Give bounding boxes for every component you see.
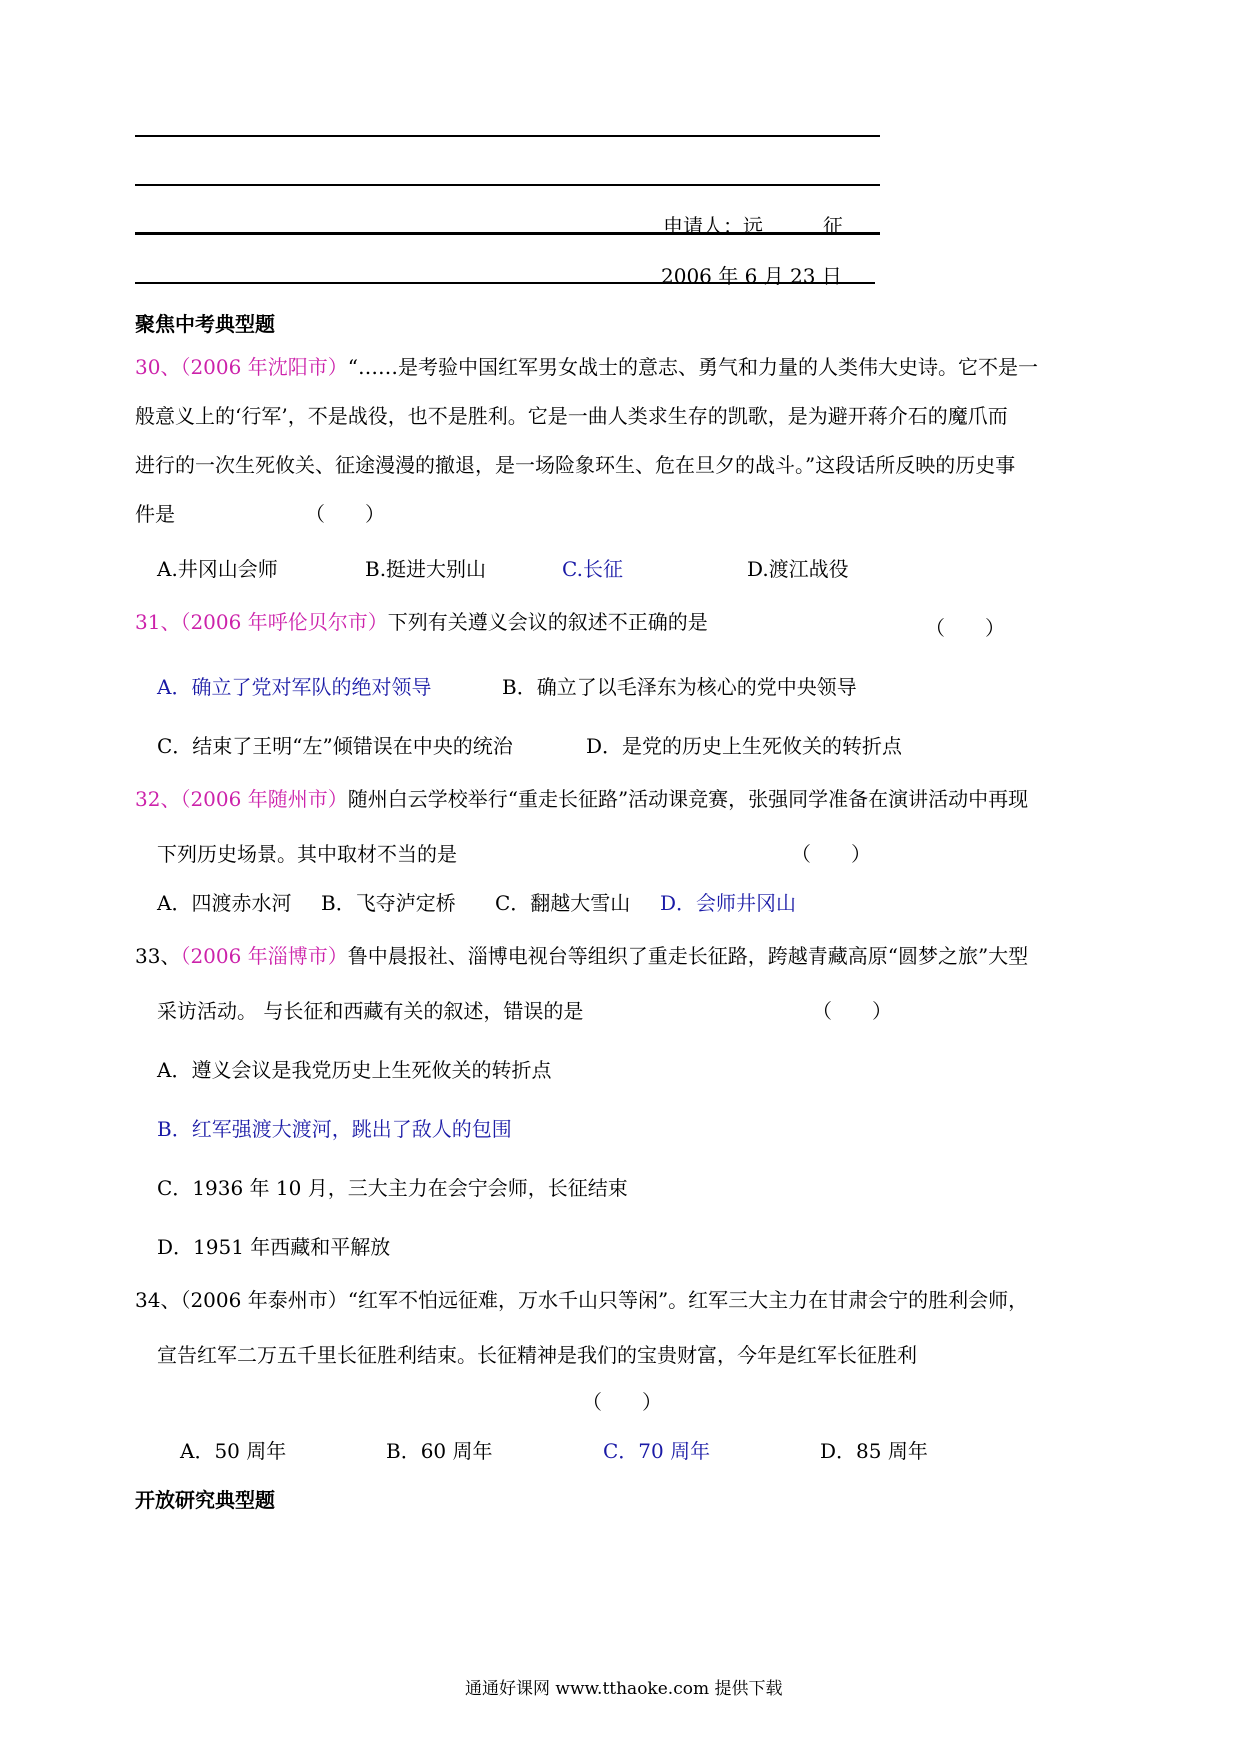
q33-paren: （ ） <box>812 999 892 1023</box>
q30-text-1: “……是考验中国红军男女战士的意志、勇气和力量的人类伟大史诗。它不是一 <box>347 355 1038 379</box>
header-rule-3 <box>135 232 880 235</box>
q33-number: 33、 <box>135 944 181 968</box>
q32-line-1 <box>135 789 1028 809</box>
q32-option-d: D．会师井冈山 <box>660 891 797 915</box>
q30-source: （2006 年沈阳市） <box>180 355 348 379</box>
q30-option-d: D.渡江战役 <box>747 557 849 581</box>
q34-line-1 <box>135 1290 1028 1310</box>
q31-option-b: B．确立了以毛泽东为核心的党中央领导 <box>502 675 857 699</box>
section-title-open-research: 开放研究典型题 <box>135 1488 275 1512</box>
q33-source: （2006 年淄博市） <box>180 944 348 968</box>
q33-option-b: B．红军强渡大渡河，跳出了敌人的包围 <box>157 1117 512 1141</box>
q30-line-2: 般意义上的‘行军’，不是战役，也不是胜利。它是一曲人类求生存的凯歌，是为避开蒋介石的魔爪而 <box>135 404 1008 428</box>
q32-line-2: 下列历史场景。其中取材不当的是 <box>157 842 457 866</box>
q31-paren: （ ） <box>925 616 1005 640</box>
q31-line-1 <box>135 612 708 632</box>
q34-number: 34、 <box>135 1288 181 1312</box>
q33-line-2: 采访活动。 与长征和西藏有关的叙述，错误的是 <box>157 999 584 1023</box>
date: 2006 年 6 月 23 日 <box>661 264 842 288</box>
applicant-name: 征 <box>823 214 843 238</box>
footer-credit: 通通好课网 www.tthaoke.com 提供下载 <box>465 1679 783 1699</box>
q32-paren: （ ） <box>791 842 871 866</box>
q34-text-1: “红军不怕远征难，万水千山只等闲”。红军三大主力在甘肃会宁的胜利会师， <box>347 1288 1029 1312</box>
q32-number: 32、 <box>135 787 181 811</box>
q31-source: （2006 年呼伦贝尔市） <box>180 610 388 634</box>
applicant-label: 申请人：远 <box>663 214 763 238</box>
q32-source: （2006 年随州市） <box>180 787 348 811</box>
q34-source: （2006 年泰州市） <box>180 1288 348 1312</box>
q31-option-c: C．结束了王明“左”倾错误在中央的统治 <box>157 734 513 758</box>
q32-text-1: 随州白云学校举行“重走长征路”活动课竞赛，张强同学准备在演讲活动中再现 <box>347 787 1029 811</box>
q33-text-1: 鲁中晨报社、淄博电视台等组织了重走长征路，跨越青藏高原“圆梦之旅”大型 <box>347 944 1029 968</box>
q30-number: 30、 <box>135 355 181 379</box>
q34-option-a: A．50 周年 <box>180 1439 287 1463</box>
q30-option-c: C.长征 <box>562 557 623 581</box>
q30-line-1 <box>135 357 1038 377</box>
q34-option-d: D．85 周年 <box>820 1439 928 1463</box>
header-rule-2 <box>135 184 880 186</box>
q33-option-a: A．遵义会议是我党历史上生死攸关的转折点 <box>157 1058 552 1082</box>
q31-text: 下列有关遵义会议的叙述不正确的是 <box>387 610 708 634</box>
q33-option-c: C．1936 年 10 月，三大主力在会宁会师，长征结束 <box>157 1176 628 1200</box>
q31-option-d: D．是党的历史上生死攸关的转折点 <box>586 734 903 758</box>
q30-line-3: 进行的一次生死攸关、征途漫漫的撤退，是一场险象环生、危在旦夕的战斗。”这段话所反映的历史事 <box>135 453 1016 477</box>
q34-option-b: B．60 周年 <box>386 1439 493 1463</box>
q31-number: 31、 <box>135 610 181 634</box>
q30-text-4: 件是 <box>135 502 175 526</box>
header-rule-1 <box>135 135 880 137</box>
q30-option-b: B.挺进大别山 <box>365 557 487 581</box>
q30-option-a: A.井冈山会师 <box>157 557 278 581</box>
q33-line-1 <box>135 946 1028 966</box>
q33-option-d: D．1951 年西藏和平解放 <box>157 1235 391 1259</box>
q31-option-a: A．确立了党对军队的绝对领导 <box>157 675 432 699</box>
q32-option-a: A．四渡赤水河 <box>157 891 292 915</box>
header-rule-4 <box>135 282 875 284</box>
section-title-focus: 聚焦中考典型题 <box>135 312 275 336</box>
q34-line-2: 宣告红军二万五千里长征胜利结束。长征精神是我们的宝贵财富，今年是红军长征胜利 <box>157 1343 917 1367</box>
q34-paren: （ ） <box>582 1390 662 1414</box>
q30-paren: （ ） <box>305 502 385 526</box>
q34-option-c: C．70 周年 <box>603 1439 711 1463</box>
q30-line-4 <box>135 504 385 524</box>
q32-option-b: B．飞夺泸定桥 <box>321 891 456 915</box>
q32-option-c: C．翻越大雪山 <box>495 891 631 915</box>
